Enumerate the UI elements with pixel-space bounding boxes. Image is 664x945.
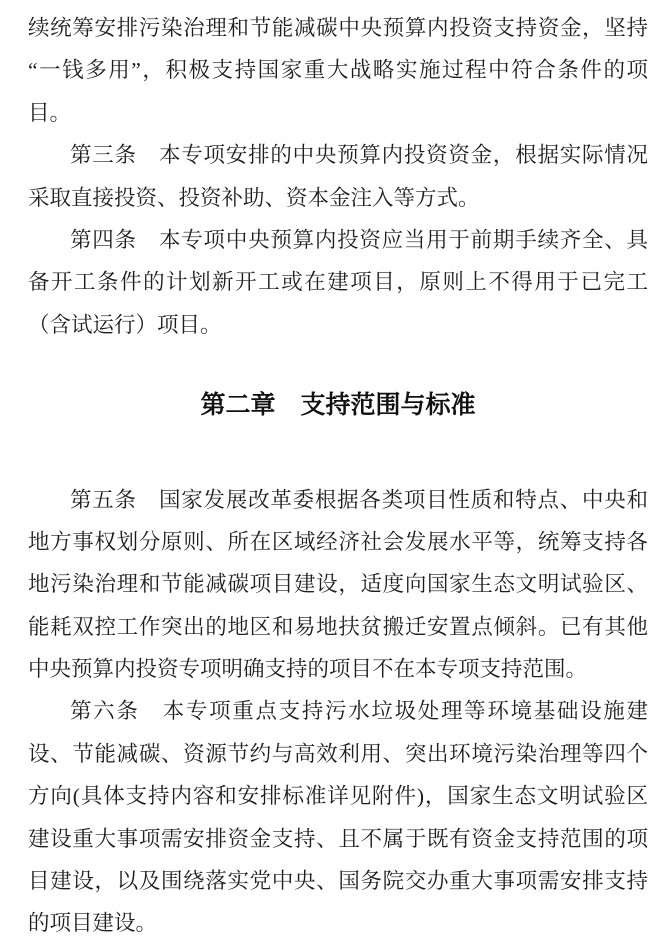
text-line: 第四条 本专项中央预算内投资应当用于前期手续齐全、具 (70, 227, 648, 252)
text-line: 目建设，以及围绕落实党中央、国务院交办重大事项需安排支持 (28, 869, 648, 894)
text-line: 备开工条件的计划新开工或在建项目，原则上不得用于已完工 (28, 270, 648, 295)
text-line: 第三条 本专项安排的中央预算内投资资金，根据实际情况 (70, 143, 648, 168)
text-line: 地污染治理和节能减碳项目建设，适度向国家生态文明试验区、 (28, 572, 648, 597)
text-line: 方向(具体支持内容和安排标准详见附件)，国家生态文明试验区 (28, 784, 648, 809)
text-line: 第六条 本专项重点支持污水垃圾处理等环境基础设施建 (70, 699, 648, 724)
text-line: 地方事权划分原则、所在区域经济社会发展水平等，统筹支持各 (28, 529, 648, 554)
text-line: 采取直接投资、投资补助、资本金注入等方式。 (28, 185, 480, 210)
chapter-heading: 第二章 支持范围与标准 (200, 391, 476, 420)
text-line: 目。 (28, 100, 72, 125)
document-content (28, 0, 648, 945)
text-line: 设、节能减碳、资源节约与高效利用、突出环境污染治理等四个 (28, 741, 648, 766)
text-line: 建设重大事项需安排资金支持、且不属于既有资金支持范围的项 (28, 826, 648, 851)
text-line: 能耗双控工作突出的地区和易地扶贫搬迁安置点倾斜。已有其他 (28, 614, 648, 639)
text-line: 续统筹安排污染治理和节能减碳中央预算内投资支持资金，坚持 (28, 16, 648, 40)
text-line: 第五条 国家发展改革委根据各类项目性质和特点、中央和 (70, 487, 648, 512)
text-line: （含试运行）项目。 (28, 312, 222, 337)
text-line: “一钱多用”，积极支持国家重大战略实施过程中符合条件的项 (28, 58, 648, 83)
text-line: 的项目建设。 (28, 911, 158, 936)
text-line: 中央预算内投资专项明确支持的项目不在本专项支持范围。 (28, 657, 588, 682)
